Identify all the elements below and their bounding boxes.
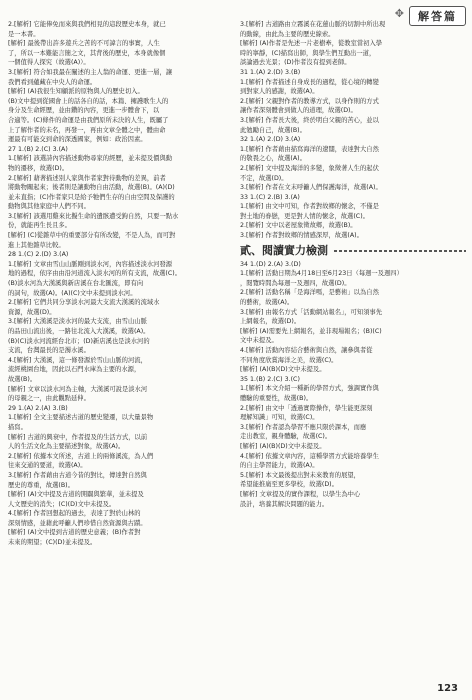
answer-line: 2.[解析] 它能俸免而來與我們相見的這段歷史本身，就已 [8, 21, 166, 28]
answer-line: 時的寧靜，(C)描寫出師，與學生們互動出一道， [240, 49, 376, 57]
answer-line: 物的遷移，故選(D)。 [8, 164, 69, 172]
answer-line: 3.[解析] 該選用雞來比擬生命的遺骸遭受鉤自然，只要一點水 [8, 212, 179, 220]
answer-line: 運最有可能交到命的深透國家，例如：政治因素。 [8, 136, 147, 144]
answer-line: 的母親之一，由此觀點延伸。 [8, 395, 90, 403]
answer-line: 資源，故選(D)。 [8, 308, 56, 316]
tab-ornament-icon: ✥ [394, 7, 404, 20]
answer-line: 動物與其他家庭中人們不同。 [8, 203, 90, 211]
answer-line: 4.[解析] 大漢溪，這一條發源於雪山山脈的河流， [8, 356, 147, 364]
answer-line: 3.[解析] 作者對故鄉的情感深厚，故選(A)。 [240, 232, 363, 240]
answer-line: 是一本書。 [8, 30, 40, 38]
answer-line: 對土地的眷戀，更是對人情的懷念，故選(C)。 [240, 212, 369, 220]
answer-line: 1.[解析] 全文主要描述古道的歷史變遷，以大量景物 [8, 414, 154, 422]
answer-line: [解析] 文章提及的實作課程，以學生為中心 [240, 490, 361, 498]
answer-line: 32 1.(A) 2.(D) 3.(A) [240, 136, 301, 144]
answer-line: 4.[解析] 活動內容結合藝術與自然，讓參與者從 [240, 347, 373, 354]
answer-line: 2.[解析] 由文中「透過實際操作，學生能更深刻 [240, 404, 373, 412]
answer-line: 體驗的重要性，故選(B)。 [240, 394, 313, 402]
answer-line: 設計，培養其解決問題的能力。 [240, 500, 329, 508]
answer-line: 一個值得人探究（故選(A)）。 [8, 59, 90, 67]
answer-line: 29 1.(A) 2.(A) 3.(B) [8, 404, 68, 412]
answer-line: 的詞句，故選(A)。(A)(C)文中未提到淡水河。 [8, 289, 137, 297]
answer-line: 3.[解析] 由報名方式「活動網站報名」，可知須事先 [240, 308, 383, 316]
answer-line: 流經桃園台地，因此以石門水庫為主要的水源， [8, 366, 141, 374]
answer-line: 往來交通的要道，故選(A)。 [8, 462, 87, 470]
answer-line: 不定，故選(D)。 [240, 174, 288, 182]
answer-line: 的敬畏之心，故選(A)。 [240, 155, 306, 163]
answer-line: 3.[解析] 作者在文末呼籲人們保護海洋，故選(A)。 [240, 184, 382, 192]
answer-line: 1.[解析] 文章由雪山山脈剛到淡水河，內容描述淡水河發源 [8, 260, 173, 268]
answer-line: 2.[解析] 依據本文所述，古道上的兩條溪流，為人們 [8, 452, 154, 460]
answer-line: 2.[解析] 藉著描述別人家與作者家對待動物的差異，前者 [8, 174, 166, 182]
answer-line: (B)文中提到從國會上的話各自的話，本篇、擁護歌生人的 [8, 97, 169, 105]
answer-line: 2.[解析] 它們共同分享淡水河最大支流大漢溪的流域水 [8, 299, 160, 307]
answer-line: 支流，台灣最長的是濁水溪。 [8, 347, 90, 355]
answer-line: 3.[解析] 符合如我最在闡述的主人翁的命運、更進一層，讓 [8, 68, 173, 76]
answer-line: 了，所以一本難能言簡之文，其背後的歷史，本身就像個 [8, 49, 166, 57]
answer-line: [解析] (A)(B)(D)文中未提及。 [240, 442, 326, 450]
answer-line: 將動物關起來；後者則是讓動物自由活動，故選(B)。(A)(D) [8, 184, 175, 192]
answer-line: 1.[解析] 作者藉由描寫海洋的遼闊，表達對大自然 [240, 145, 379, 153]
answer-line: 35 1.(B) 2.(C) 3.(C) [240, 375, 300, 383]
answer-line: 未來的期望；(C)(D)並未提及。 [8, 539, 97, 547]
answer-line: 讓作者深刻體會到做人的道理，故選(D)。 [240, 107, 357, 115]
answer-line: 3.[解析] 作者認為學習不應只限於課本，而應 [240, 423, 367, 431]
answer-line: 1.[解析] 活動日期為4月18日至6月23日（每週一及週四） [240, 270, 403, 278]
answer-line: [解析] 古道的興衰中，作者提及的生活方式，以前 [8, 433, 148, 441]
page-number: 123 [437, 683, 458, 694]
answer-line: 人的生活文化為主要描述對象，故選(A)。 [8, 443, 125, 451]
section-rule [334, 250, 466, 252]
answer-line: 27 1.(B) 2.(C) 3.(A) [8, 145, 68, 153]
section-tab: 解答篇 [409, 6, 466, 26]
answer-line: 的品田山流出後，一路往北流入大漢溪，故選(A)。 [8, 328, 150, 335]
answer-line: 故選(B)。 [8, 375, 37, 383]
answer-line: [解析] (A)需要先上網報名，並非現場報名；(B)(C) [240, 327, 382, 335]
answer-line: 1.[解析] 作者描述自身成長的過程，從心境的轉變 [240, 78, 379, 86]
answer-line: 不同角度欣賞海洋之美，故選(C)。 [240, 356, 338, 364]
answer-line: 3.[解析] 作者藉由古道今昔的對比，傳達對自然與 [8, 471, 147, 479]
answer-line: 希望能推廣至更多學校，故選(D)。 [240, 481, 338, 489]
answer-line: 1.[解析] 該選詩內容描述動物尋家的經歷，並未提及價與動 [8, 155, 173, 163]
answer-line: 的動線，由此為主要的歷史線索。 [240, 30, 335, 38]
answer-line: [解析] (C)從雜草中的重要部分有所改變，不是人為，而可對 [8, 232, 176, 240]
answer-line: 34 1.(D) 2.(A) 3.(D) [240, 260, 301, 268]
answer-line: 進上其他雜草比較。 [8, 241, 65, 249]
answer-line: 此勉勵自己，故選(B)。 [240, 126, 306, 134]
answer-line: 身分及生命經歷，並由鑽的內容，更進一步體會下，以 [8, 107, 160, 115]
answer-line: 深刻情感，並藉此呼籲人們珍惜自然資源與古蹟。 [8, 519, 147, 527]
answer-line: 地的過程，依序由由沿河道流入淡水河的所有支流，故選(C)。 [8, 270, 182, 278]
answer-line: 28 1.(C) 2.(D) 3.(A) [8, 251, 69, 259]
answer-line: 人文歷史的消失；(C)(D)文中未提及。 [8, 500, 116, 508]
answer-line: 到對家人的感謝，故選(A)。 [240, 88, 319, 96]
answer-line: (B)淡水河為大漢溪與新店溪在台北匯流，即有向 [8, 280, 144, 288]
answer-line: 描寫。 [8, 423, 27, 431]
answer-line: 5.[解析] 本文最後提出對未來教育的展望， [240, 471, 360, 479]
answer-line: [解析] (A)作者是先述一片老樹牽，從教室當初入學 [240, 40, 383, 48]
answer-line: 4.[解析] 作者回想起的過去，表達了對於山林的 [8, 510, 141, 518]
section-title: 貳、閱讀實力檢測 [240, 243, 328, 257]
right-column [240, 20, 466, 509]
answer-line: 31 1.(A) 2.(D) 3.(B) [240, 68, 301, 76]
section-heading [240, 244, 466, 258]
answer-line: 2.[解析] 父親對作者的教導方式，以身作則的方式 [240, 97, 379, 105]
answer-line: 上網報名，故選(D)。 [240, 318, 301, 326]
answer-line: 合適等。(C)條件的命運是由我們原所未決的人生，既屬了 [8, 116, 169, 124]
answer-line: 上了解作者的未名，再發一，再由文章全體之中，體由命 [8, 126, 166, 134]
answer-line: 文中未提及。 [240, 337, 278, 345]
answer-line: 我們看到蘊藏在中央人的命運。 [8, 78, 97, 86]
answer-line: 理解知識」可知，故選(C)。 [240, 414, 319, 422]
answer-line: [解析] (A)文中提及古道的開闢與繁華，並未提及 [8, 491, 144, 499]
right-column-bottom [240, 260, 466, 509]
answer-line: 歷史的尊重，故選(B)。 [8, 481, 74, 489]
answer-line: 33 1.(C) 2.(B) 3.(A) [240, 193, 300, 201]
answer-line: ，閱覽時間為每週一及週四，故選(D)。 [240, 279, 351, 287]
answer-line: [解析] (A)(B)(D)文中未提及。 [240, 366, 326, 374]
answer-line: 2.[解析] 文中以老屋象徵故鄉，故選(B)。 [240, 222, 357, 230]
answer-line: 2.[解析] 活動名稱「是海洋嗎，是藝術」以為自然 [240, 289, 379, 297]
answer-line: 2.[解析] 文中提及海洋的多變，象徵著人生的起伏 [240, 164, 379, 172]
right-column-top [240, 20, 466, 241]
answer-line: 4.[解析] 依據文章內容，這種學習方式能培養學生 [240, 452, 379, 460]
answer-line: [解析] (A)我很生知顧派的原物與人的歷史切入。 [8, 88, 144, 96]
answer-line: 走出教室，親身體驗，故選(C)。 [240, 433, 332, 441]
answer-line: 並未直指；(C)作者家只是給予牠們生存的自由空間及保護的 [8, 193, 175, 201]
answer-line: 1.[解析] 本文介紹一種新的學習方式，強調實作與 [240, 385, 379, 393]
answer-line: 的藝術，故選(A)。 [240, 299, 294, 307]
answer-line: 談論過去光景；(D)作者沒有提到老師。 [240, 59, 351, 67]
answer-line: [解析] 文章以淡水河為主軸，大漢溪可說是淡水河 [8, 385, 148, 393]
answer-line: 份，就能再生長且多。 [8, 222, 71, 230]
answer-line: [解析] (A)文中提到古道的歷史意義；(B)作者對 [8, 529, 141, 537]
left-column [8, 20, 234, 548]
answer-line: 3.[解析] 古道路由立霧溪在花蓮山脈的切割中所出現 [240, 21, 386, 28]
answer-line: (B)(C)淡水河流經台北市；(D)新店溪也是淡水河的 [8, 337, 150, 345]
answer-line: 的自主學習能力，故選(A)。 [240, 462, 319, 470]
answer-line: 3.[解析] 作者長大後，終於明白父親的苦心，並以 [240, 116, 379, 124]
answer-line: 3.[解析] 大漢溪是淡水河的最大支流，由雪山山脈 [8, 318, 147, 326]
answer-line: 1.[解析] 由文中可知，作者對故鄉的懷念，不僅是 [240, 203, 379, 211]
answer-line: [解析] 最後帶出許多遊兵之苦的不可諱言的事實，人生 [8, 40, 160, 48]
